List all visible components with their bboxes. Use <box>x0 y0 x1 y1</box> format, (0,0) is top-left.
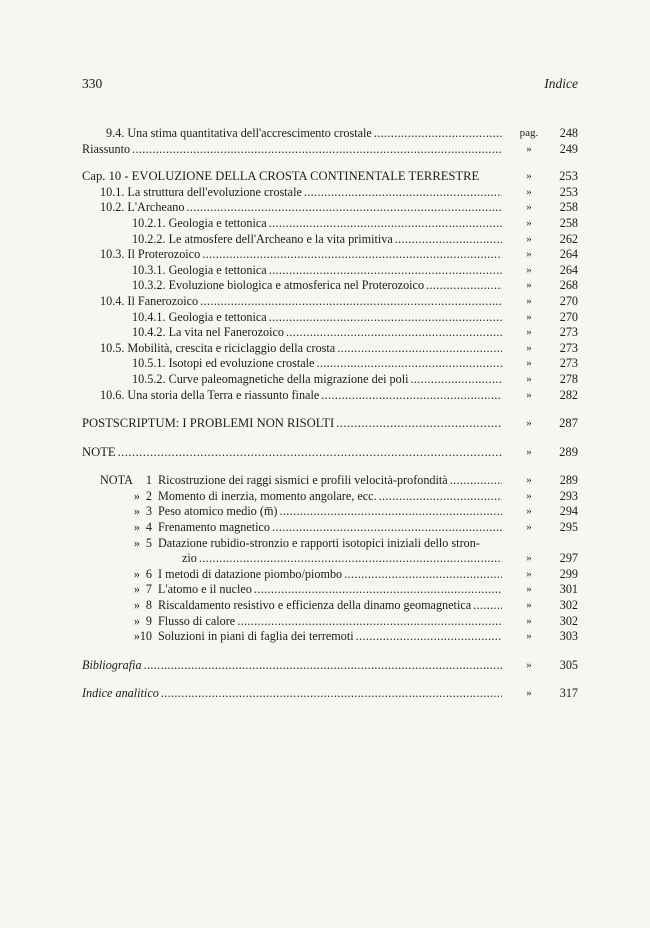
page-ref: 301 <box>559 582 578 597</box>
page-ref: 303 <box>559 629 578 644</box>
toc-entry <box>132 325 502 341</box>
dot-leader <box>186 200 502 216</box>
note-number: 9 <box>145 613 152 628</box>
page-ref: 294 <box>559 504 578 519</box>
dot-leader <box>269 310 502 326</box>
toc-row <box>82 126 578 142</box>
ditto-mark: » <box>526 489 532 502</box>
ditto-mark: » <box>526 417 532 430</box>
note-number: 2 <box>145 488 152 503</box>
page-ref: 273 <box>559 356 578 371</box>
page-ref: 264 <box>559 262 578 277</box>
page-ref: 287 <box>559 416 578 431</box>
note-row <box>82 582 578 598</box>
ditto-mark: » <box>526 310 532 323</box>
ditto-mark: » <box>526 326 532 339</box>
ditto-mark: » <box>526 248 532 261</box>
page-ref: 295 <box>559 520 578 535</box>
dot-leader <box>344 567 502 583</box>
toc-entry <box>100 294 502 310</box>
entry-title: Datazione rubidio-stronzio e rapporti isotopici iniziali dello stron- <box>158 535 480 550</box>
toc-row <box>82 341 578 357</box>
page-ref: 270 <box>559 293 578 308</box>
ditto-mark: » <box>526 658 532 671</box>
ditto-mark: pag. <box>519 127 539 139</box>
toc-row <box>82 388 578 404</box>
note-label: » <box>133 629 140 644</box>
page-ref: 262 <box>559 231 578 246</box>
entry-title: Momento di inerzia, momento angolare, ecc. <box>158 488 377 503</box>
page-ref: 317 <box>559 686 578 701</box>
toc-entry <box>100 388 502 404</box>
note-row <box>82 536 578 552</box>
page-ref: 278 <box>559 371 578 386</box>
entry-title: 10.4. Il Fanerozoico <box>100 293 199 308</box>
toc-entry <box>82 445 502 461</box>
dot-leader <box>132 142 502 158</box>
page-ref: 253 <box>559 184 578 199</box>
dot-leader <box>411 372 503 388</box>
toc-entry <box>158 582 502 598</box>
dot-leader <box>450 473 502 489</box>
entry-title: POSTSCRIPTUM: I PROBLEMI NON RISOLTI <box>82 416 335 431</box>
note-number: 4 <box>145 520 152 535</box>
page-ref: 268 <box>559 278 578 293</box>
page-header <box>82 76 578 94</box>
dot-leader <box>200 294 502 310</box>
note-label: » <box>133 566 140 581</box>
toc-entry <box>82 416 502 432</box>
dot-leader <box>356 629 502 645</box>
ditto-mark: » <box>526 185 532 198</box>
entry-title: 10.6. Una storia della Terra e riassunto finale <box>100 387 320 402</box>
ditto-mark: » <box>526 567 532 580</box>
page-ref: 258 <box>559 200 578 215</box>
ditto-mark: » <box>526 341 532 354</box>
ditto-mark: » <box>526 357 532 370</box>
note-label: » <box>133 598 140 613</box>
entry-title: 10.5.2. Curve paleomagnetiche della migrazione dei poli <box>132 371 409 386</box>
toc-row <box>82 372 578 388</box>
note-row <box>82 473 578 489</box>
ditto-mark: » <box>526 630 532 643</box>
entry-title: 10.3.2. Evoluzione biologica e atmosferica nel Proterozoico <box>132 278 425 293</box>
toc-row <box>82 278 578 294</box>
entry-title: zio <box>182 551 197 566</box>
dot-leader <box>426 278 502 294</box>
dot-leader <box>202 247 502 263</box>
note-label: » <box>133 504 140 519</box>
toc-entry <box>132 356 502 372</box>
entry-title: Ricostruzione dei raggi sismici e profili velocità-profondità <box>158 473 448 488</box>
ditto-mark: » <box>526 279 532 292</box>
entry-title: 10.2.1. Geologia e tettonica <box>132 215 267 230</box>
note-number: 8 <box>145 598 152 613</box>
page-ref: 302 <box>559 613 578 628</box>
note-row <box>82 520 578 536</box>
dot-leader <box>144 658 502 674</box>
toc-row <box>82 325 578 341</box>
ditto-mark: » <box>526 216 532 229</box>
toc-entry <box>132 232 502 248</box>
dot-leader <box>269 263 502 279</box>
toc-entry <box>100 185 502 201</box>
entry-title: Frenamento magnetico <box>158 520 271 535</box>
entry-title: Peso atomico medio (m̅) <box>158 504 278 519</box>
note-row <box>82 598 578 614</box>
note-row <box>82 551 578 567</box>
page-ref: 299 <box>559 566 578 581</box>
note-row <box>82 614 578 630</box>
toc-row <box>82 169 578 185</box>
toc-row <box>82 263 578 279</box>
entry-title: NOTE <box>82 444 116 459</box>
dot-leader <box>272 520 502 536</box>
entry-title: 10.5.1. Isotopi ed evoluzione crostale <box>132 356 315 371</box>
entry-title: 10.1. La struttura dell'evoluzione crostale <box>100 184 302 199</box>
toc-row <box>82 232 578 248</box>
page-ref: 264 <box>559 247 578 262</box>
ditto-mark: » <box>526 552 532 565</box>
dot-leader <box>161 686 502 702</box>
toc-row <box>82 310 578 326</box>
entry-title: L'atomo e il nucleo <box>158 582 252 597</box>
note-number: 3 <box>145 504 152 519</box>
page-ref: 273 <box>559 340 578 355</box>
toc-entry <box>132 372 502 388</box>
dot-leader <box>337 341 502 357</box>
dot-leader <box>374 126 502 142</box>
entry-title: Flusso di calore <box>158 613 236 628</box>
ditto-mark: » <box>526 294 532 307</box>
ditto-mark: » <box>526 388 532 401</box>
toc-entry <box>82 686 502 702</box>
page-number: 330 <box>82 76 103 91</box>
toc-entry <box>158 567 502 583</box>
page-ref: 289 <box>559 444 578 459</box>
dot-leader <box>269 216 502 232</box>
dot-leader <box>321 388 502 404</box>
entry-title: 10.4.1. Geologia e tettonica <box>132 309 267 324</box>
ditto-mark: » <box>526 201 532 214</box>
table-of-contents <box>82 126 578 702</box>
entry-title: I metodi di datazione piombo/piombo <box>158 566 343 581</box>
toc-entry <box>158 614 502 630</box>
toc-entry <box>132 216 502 232</box>
note-row <box>82 504 578 520</box>
page-ref: 297 <box>559 551 578 566</box>
toc-row <box>82 142 578 158</box>
running-title: Indice <box>544 76 578 91</box>
page-ref: 305 <box>559 657 578 672</box>
back-matter-row <box>82 658 578 674</box>
toc-entry <box>158 504 502 520</box>
ditto-mark: » <box>526 474 532 487</box>
page-ref: 273 <box>559 325 578 340</box>
toc-row <box>82 445 578 461</box>
page-ref: 282 <box>559 387 578 402</box>
toc-entry <box>158 536 502 552</box>
entry-title: Riscaldamento resistivo e efficienza della dinamo geomagnetica <box>158 598 472 613</box>
dot-leader <box>304 185 502 201</box>
toc-row <box>82 416 578 432</box>
ditto-mark: » <box>526 142 532 155</box>
ditto-mark: » <box>526 614 532 627</box>
toc-row <box>82 185 578 201</box>
toc-entry <box>182 551 502 567</box>
dot-leader <box>473 598 502 614</box>
entry-title: 10.2.2. Le atmosfere dell'Archeano e la vita primitiva <box>132 231 393 246</box>
ditto-mark: » <box>526 232 532 245</box>
back-matter-row <box>82 686 578 702</box>
dot-leader <box>316 356 502 372</box>
entry-title: 10.3. Il Proterozoico <box>100 247 201 262</box>
entry-title: Bibliografia <box>82 657 142 672</box>
toc-entry <box>106 126 502 142</box>
page-ref: 253 <box>559 169 578 184</box>
ditto-mark: » <box>526 599 532 612</box>
ditto-mark: » <box>526 372 532 385</box>
toc-entry <box>158 520 502 536</box>
note-row <box>82 489 578 505</box>
note-number: 10 <box>139 629 152 644</box>
note-number: 7 <box>145 582 152 597</box>
note-row <box>82 629 578 645</box>
toc-row <box>82 294 578 310</box>
page-ref: 302 <box>559 598 578 613</box>
dot-leader <box>118 445 502 461</box>
toc-entry <box>82 658 502 674</box>
entry-title: Indice analitico <box>82 686 159 701</box>
toc-row <box>82 356 578 372</box>
ditto-mark: » <box>526 263 532 276</box>
toc-entry <box>158 598 502 614</box>
entry-title: Riassunto <box>82 141 131 156</box>
dot-leader <box>286 325 502 341</box>
note-number: 6 <box>145 566 152 581</box>
entry-title: 10.2. L'Archeano <box>100 200 185 215</box>
entry-title: Cap. 10 - EVOLUZIONE DELLA CROSTA CONTINENTALE TERRESTRE <box>82 169 480 184</box>
ditto-mark: » <box>526 170 532 183</box>
toc-entry <box>100 200 502 216</box>
dot-leader <box>379 489 502 505</box>
entry-title: Soluzioni in piani di faglia dei terremoti <box>158 629 354 644</box>
note-label: » <box>133 488 140 503</box>
toc-row <box>82 216 578 232</box>
note-label: NOTA <box>100 473 133 488</box>
toc-entry <box>100 247 502 263</box>
entry-title: 10.5. Mobilità, crescita e riciclaggio della crosta <box>100 340 336 355</box>
ditto-mark: » <box>526 521 532 534</box>
toc-entry <box>132 278 502 294</box>
toc-entry <box>82 169 502 185</box>
note-label: » <box>133 613 140 628</box>
dot-leader <box>336 416 502 432</box>
page-ref: 293 <box>559 488 578 503</box>
page-ref: 249 <box>559 141 578 156</box>
dot-leader <box>199 551 502 567</box>
dot-leader <box>237 614 502 630</box>
toc-entry <box>132 263 502 279</box>
dot-leader <box>395 232 502 248</box>
ditto-mark: » <box>526 445 532 458</box>
note-row <box>82 567 578 583</box>
page-ref: 258 <box>559 215 578 230</box>
toc-entry <box>100 341 502 357</box>
dot-leader <box>279 504 502 520</box>
ditto-mark: » <box>526 505 532 518</box>
note-label: » <box>133 582 140 597</box>
page-ref: 289 <box>559 473 578 488</box>
note-number: 5 <box>145 535 152 550</box>
ditto-mark: » <box>526 687 532 700</box>
toc-entry <box>158 629 502 645</box>
toc-entry <box>158 489 502 505</box>
note-number: 1 <box>145 473 152 488</box>
note-label: » <box>133 535 140 550</box>
entry-title: 9.4. Una stima quantitativa dell'accrescimento crostale <box>106 126 372 140</box>
ditto-mark: » <box>526 583 532 596</box>
toc-row <box>82 200 578 216</box>
toc-row <box>82 247 578 263</box>
toc-entry <box>132 310 502 326</box>
dot-leader <box>254 582 502 598</box>
note-label: » <box>133 520 140 535</box>
page-ref: 270 <box>559 309 578 324</box>
entry-title: 10.4.2. La vita nel Fanerozoico <box>132 325 284 340</box>
entry-title: 10.3.1. Geologia e tettonica <box>132 262 267 277</box>
page-ref: 248 <box>559 126 578 140</box>
toc-entry <box>82 142 502 158</box>
toc-entry <box>158 473 502 489</box>
